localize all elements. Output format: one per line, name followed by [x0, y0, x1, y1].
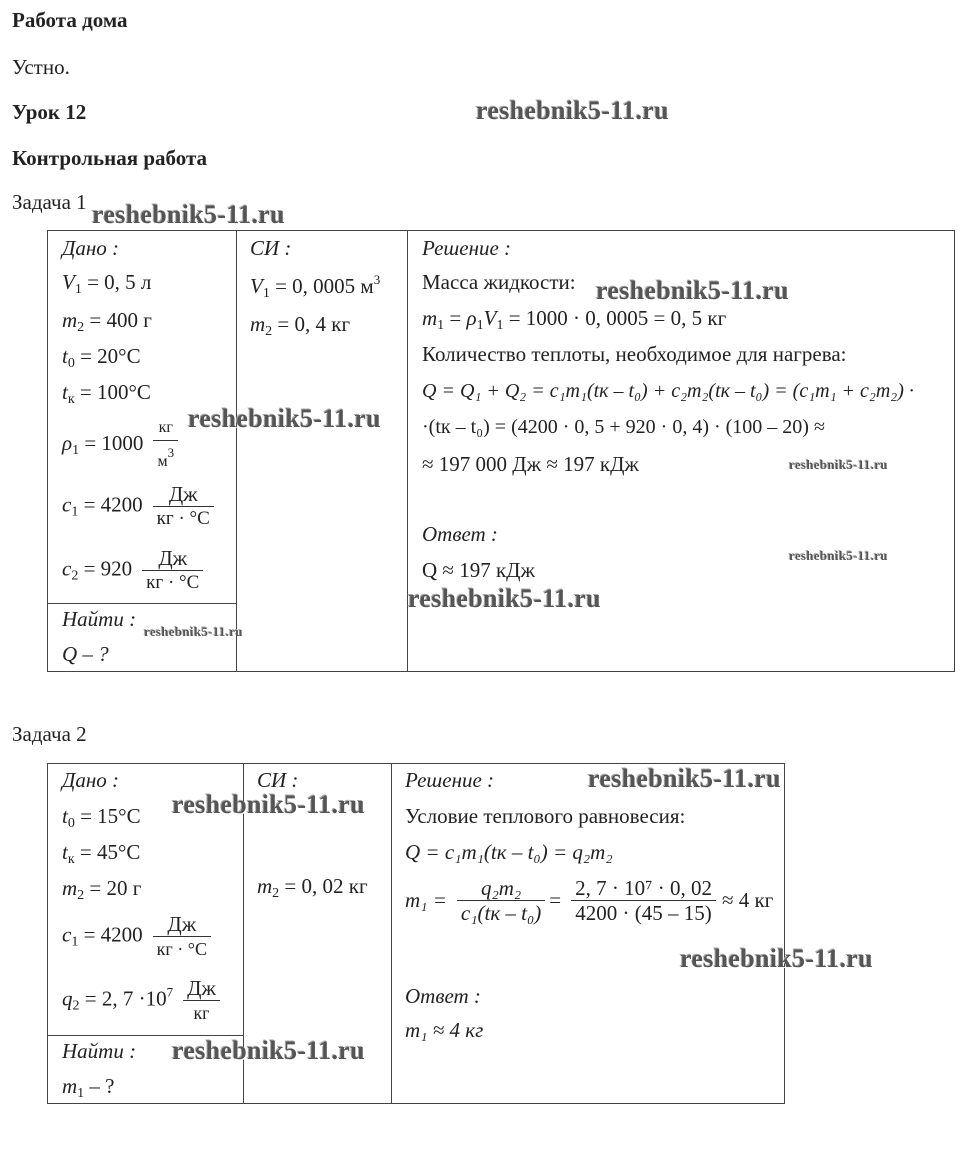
task1-title: Задача 1	[12, 190, 87, 214]
task1-heat-label: Количество теплоты, необходимое для нагрева:	[422, 342, 847, 366]
task2-find-label: Найти :	[62, 1039, 137, 1063]
watermark: reshebnik5-11.ru	[144, 624, 243, 639]
watermark: reshebnik5-11.ru	[789, 457, 888, 472]
task1-si-label: СИ :	[250, 236, 292, 260]
watermark: reshebnik5-11.ru	[476, 96, 669, 125]
task1-mass-formula: $m_1 = \rho_1V_1 = 1000 \cdot 0$, 0005 = 0, 5 кг	[422, 306, 727, 333]
home-work-heading: Работа дома	[12, 8, 128, 32]
task2-title: Задача 2	[12, 722, 87, 746]
task1-given-m2: $m_2 = 400$ г	[62, 308, 152, 335]
watermark: reshebnik5-11.ru	[172, 1036, 365, 1065]
task1-find-label: Найти :	[62, 607, 137, 631]
task1-q-line3: ≈ 197 000 Дж ≈ 197 кДж	[422, 452, 639, 476]
watermark: reshebnik5-11.ru	[172, 790, 365, 819]
task2-si-label: СИ :	[257, 768, 299, 792]
task1-given-tk: $t_к = 100^\circ C$	[62, 380, 151, 407]
task1-find-value: Q – ?	[62, 642, 109, 666]
task2-solution-label: Решение :	[405, 768, 495, 792]
task2-answer-label: Ответ :	[405, 984, 481, 1008]
task2-given-q2: $q_2 = 2$, $7 \cdot 10^7$ $\frac{Дж}{кг}$	[62, 976, 220, 1025]
watermark: reshebnik5-11.ru	[596, 276, 789, 305]
watermark: reshebnik5-11.ru	[680, 944, 873, 973]
task1-answer-label: Ответ :	[422, 522, 498, 546]
task2-given-label: Дано :	[62, 768, 120, 792]
task1-given-v1: $V_1 = 0$, 5 л	[62, 270, 152, 297]
task1-si-v1: $V_1 = 0$, 0005 $м^3$	[250, 272, 381, 301]
task2-find-value: $m_1$ – ?	[62, 1074, 115, 1101]
task1-divider-1	[236, 230, 237, 672]
task1-given-c2: $c_2 = 920$ $\frac{Дж}{кг \cdot ^\circ C}$	[62, 546, 203, 595]
task2-m1-formula: m₁ = $\frac{\text{q₂m₂}}{\text{c₁(tк – t₀)}}$ = $\frac{\text{2, 7 · 10⁷ · 0, 02}}{4200 \cdot (45 - 15)}$ ≈ 4 кг	[405, 876, 774, 925]
task2-given-tk: $t_к = 45^\circ C$	[62, 840, 141, 867]
task2-answer: m₁ ≈ 4 кг	[405, 1018, 484, 1042]
task1-q-line1: Q = Q₁ + Q₂ = c₁m₁(tк – t₀) + c₂m₂(tк – t₀) = (c₁m₁ + c₂m₂) ·	[422, 380, 914, 402]
task1-given-rho: $\rho_1 = 1000$ $\frac{кг}{м^3}$	[62, 416, 178, 474]
task1-given-label: Дано :	[62, 236, 120, 260]
task2-divider-2	[391, 763, 392, 1104]
task1-find-divider	[47, 603, 237, 604]
control-heading: Контрольная работа	[12, 146, 208, 170]
task1-given-t0: $t_0 = 20^\circ C$	[62, 344, 141, 371]
task1-given-c1: $c_1 = 4200$ $\frac{Дж}{кг \cdot ^\circ C}$	[62, 482, 214, 531]
task1-solution-label: Решение :	[422, 236, 512, 260]
task2-balance-label: Условие теплового равновесия:	[405, 804, 686, 828]
task2-si-m2: $m_2 = 0$, 02 кг	[257, 874, 368, 901]
task2-given-c1: $c_1 = 4200$ $\frac{Дж}{кг \cdot ^\circ C}$	[62, 912, 211, 961]
watermark: reshebnik5-11.ru	[588, 764, 781, 793]
task1-mass-label: Масса жидкости:	[422, 270, 576, 294]
task2-given-t0: $t_0 = 15^\circ C$	[62, 804, 141, 831]
task2-q-equation: Q = c₁m₁(tк – t₀) = q₂m₂	[405, 840, 613, 864]
watermark: reshebnik5-11.ru	[789, 548, 888, 563]
oral-text: Устно.	[12, 55, 70, 79]
task1-answer: Q ≈ 197 кДж	[422, 558, 535, 582]
watermark: reshebnik5-11.ru	[188, 404, 381, 433]
lesson-heading: Урок 12	[12, 100, 87, 124]
task2-given-m2: $m_2 = 20$ г	[62, 876, 142, 903]
watermark: reshebnik5-11.ru	[92, 200, 285, 229]
task1-q-line2: ·(tк – t₀) = (4200 · 0, 5 + 920 · 0, 4) · (100 – 20) ≈	[422, 416, 825, 438]
watermark: reshebnik5-11.ru	[408, 584, 601, 613]
task1-si-m2: $m_2 = 0$, 4 кг	[250, 312, 351, 339]
